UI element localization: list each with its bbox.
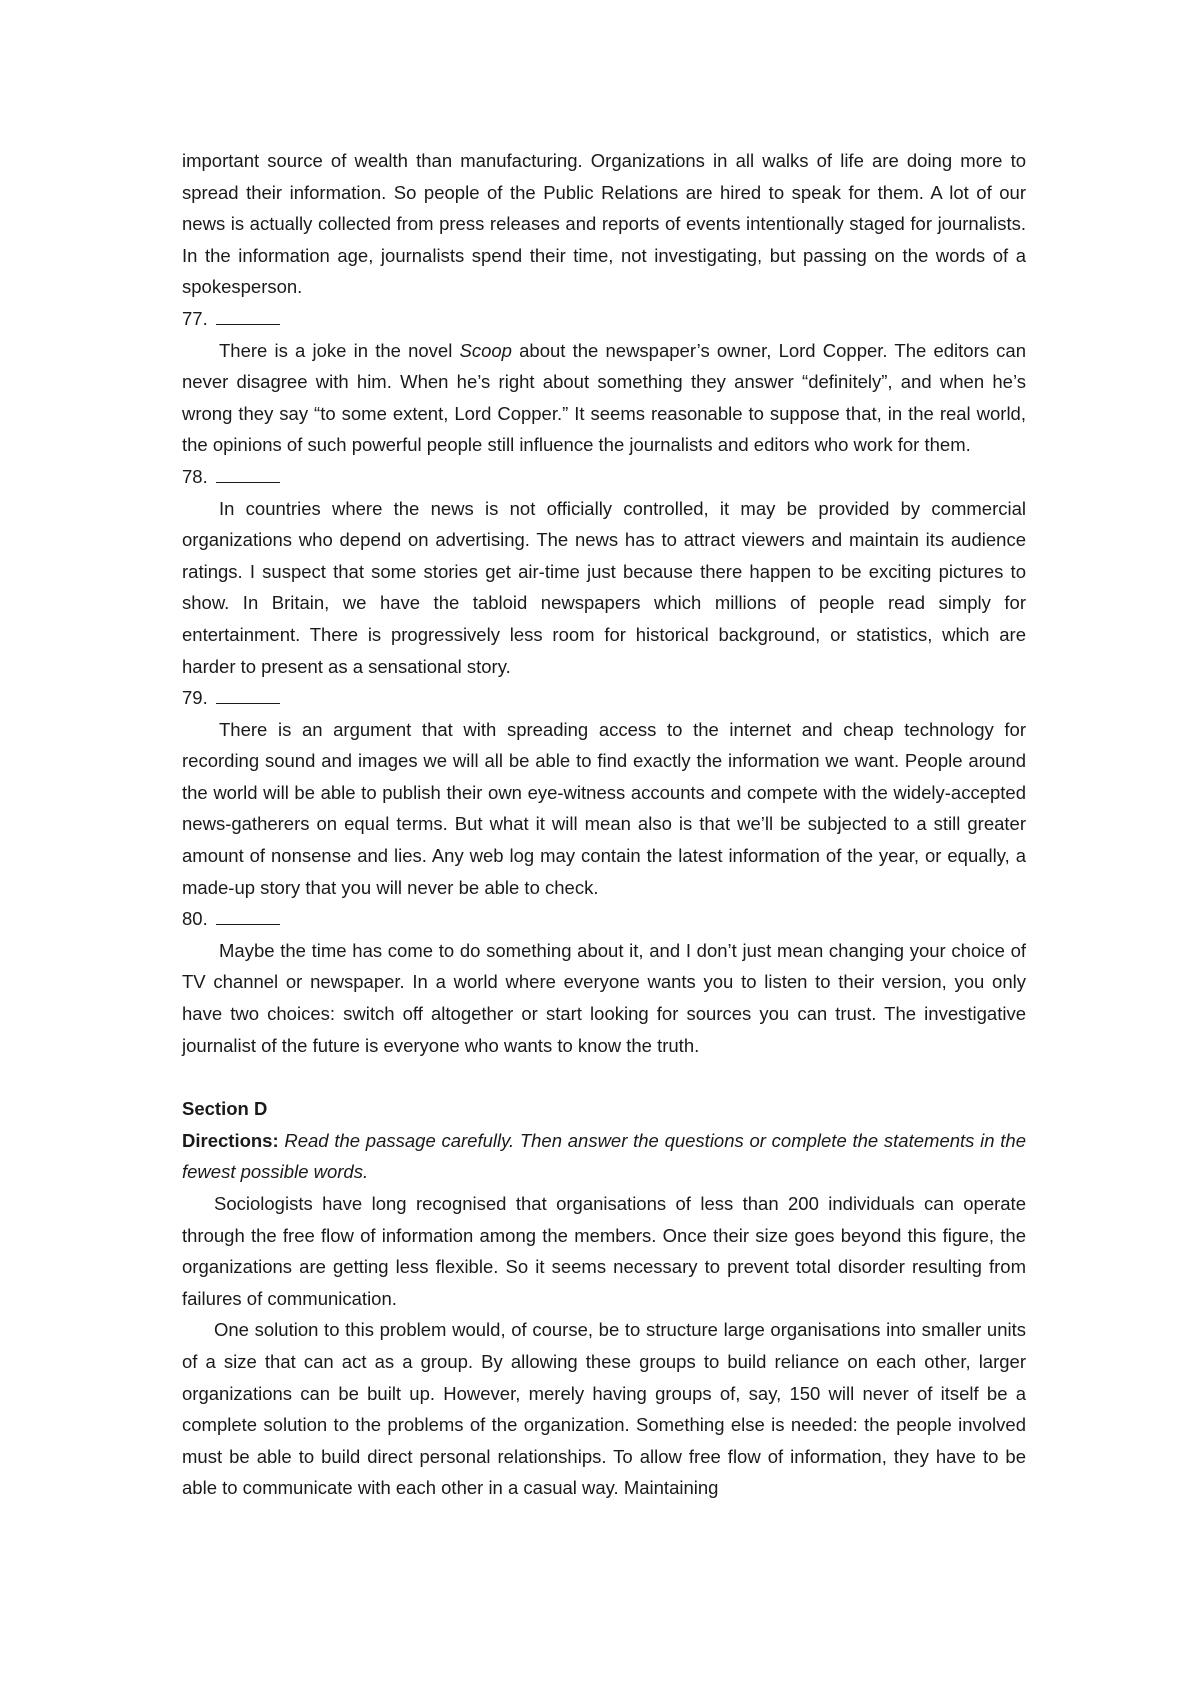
section-d-paragraph-2: One solution to this problem would, of course, be to structure large organisations into smaller units of a size that can act as a group. By allowing these groups to build reliance on each other, larger organizations can be built up. However, merely having groups of, say, 150 will never of itself be a complete solution to the problems of the organization. Something else is needed: the people involved must be able to build direct personal relationships. To allow free flow of information, they have to be able to communicate with each other in a casual way. Maintaining [182, 1319, 1026, 1499]
section-spacer [182, 1061, 1026, 1093]
question-80-number [182, 903, 1026, 935]
question-number: 78. [182, 465, 208, 487]
section-d-paragraph-1: Sociologists have long recognised that organisations of less than 200 individuals can operate through the free flow of information among the members. Once their size goes beyond this figure, the organizations are getting less flexible. So it seems necessary to prevent total disorder resulting from failures of communication. [182, 1193, 1026, 1309]
question-77-number [182, 303, 1026, 335]
paragraph-77 [182, 335, 1026, 461]
directions-label: Directions: [182, 1129, 279, 1151]
paragraph-79: There is an argument that with spreading access to the internet and cheap technology for recording sound and images we will all be able to find exactly the information we want. People around the world will be able to publish their own eye-witness accounts and compete with the widely-accepted news-gatherers on equal terms. But what it will mean also is that we’ll be subjected to a still greater amount of nonsense and lies. Any web log may contain the latest information of the year, or equally, a made-up story that you will never be able to check. [182, 718, 1026, 898]
question-number: 80. [182, 908, 208, 930]
intro-paragraph: important source of wealth than manufacturing. Organizations in all walks of life are doing more to spread their information. So people of the Public Relations are hired to speak for them. A lot of our news is actually collected from press releases and reports of events intentionally staged for journalists. In the information age, journalists spend their time, not investigating, but passing on the words of a spokesperson. [182, 150, 1026, 298]
question-number: 77. [182, 307, 208, 329]
question-79-number [182, 682, 1026, 714]
section-d-title: Section D [182, 1098, 268, 1120]
paragraph-77-text-start: There is a joke in the novel [219, 339, 460, 361]
answer-blank-78[interactable] [216, 461, 280, 483]
directions-text: Read the passage carefully. Then answer the questions or complete the statements in the fewest possible words. [182, 1129, 1026, 1183]
answer-blank-79[interactable] [216, 682, 280, 704]
question-number: 79. [182, 687, 208, 709]
paragraph-78: In countries where the news is not officially controlled, it may be provided by commercial organizations who depend on advertising. The news has to attract viewers and maintain its audience ratings. I suspect that some stories get air-time just because there happen to be exciting pictures to show. In Britain, we have the tabloid newspapers which millions of people read simply for entertainment. There is progressively less room for historical background, or statistics, which are harder to present as a sensational story. [182, 497, 1026, 677]
question-78-number [182, 461, 1026, 493]
section-d-directions [182, 1125, 1026, 1188]
novel-title-scoop: Scoop [459, 339, 512, 361]
document-page [182, 145, 1026, 1504]
paragraph-77-text-end: about the newspaper’s owner, Lord Copper. The editors can never disagree with him. When he’s right about something they answer “definitely”, and when he’s wrong they say “to some extent, Lord Copper.” It seems reasonable to suppose that, in the real world, the opinions of such powerful people still influence the journalists and editors who work for them. [182, 339, 1026, 456]
answer-blank-77[interactable] [216, 303, 280, 325]
answer-blank-80[interactable] [216, 903, 280, 925]
paragraph-80: Maybe the time has come to do something about it, and I don’t just mean changing your choice of TV channel or newspaper. In a world where everyone wants you to listen to their version, you only have two choices: switch off altogether or start looking for sources you can trust. The investigative journalist of the future is everyone who wants to know the truth. [182, 939, 1026, 1056]
